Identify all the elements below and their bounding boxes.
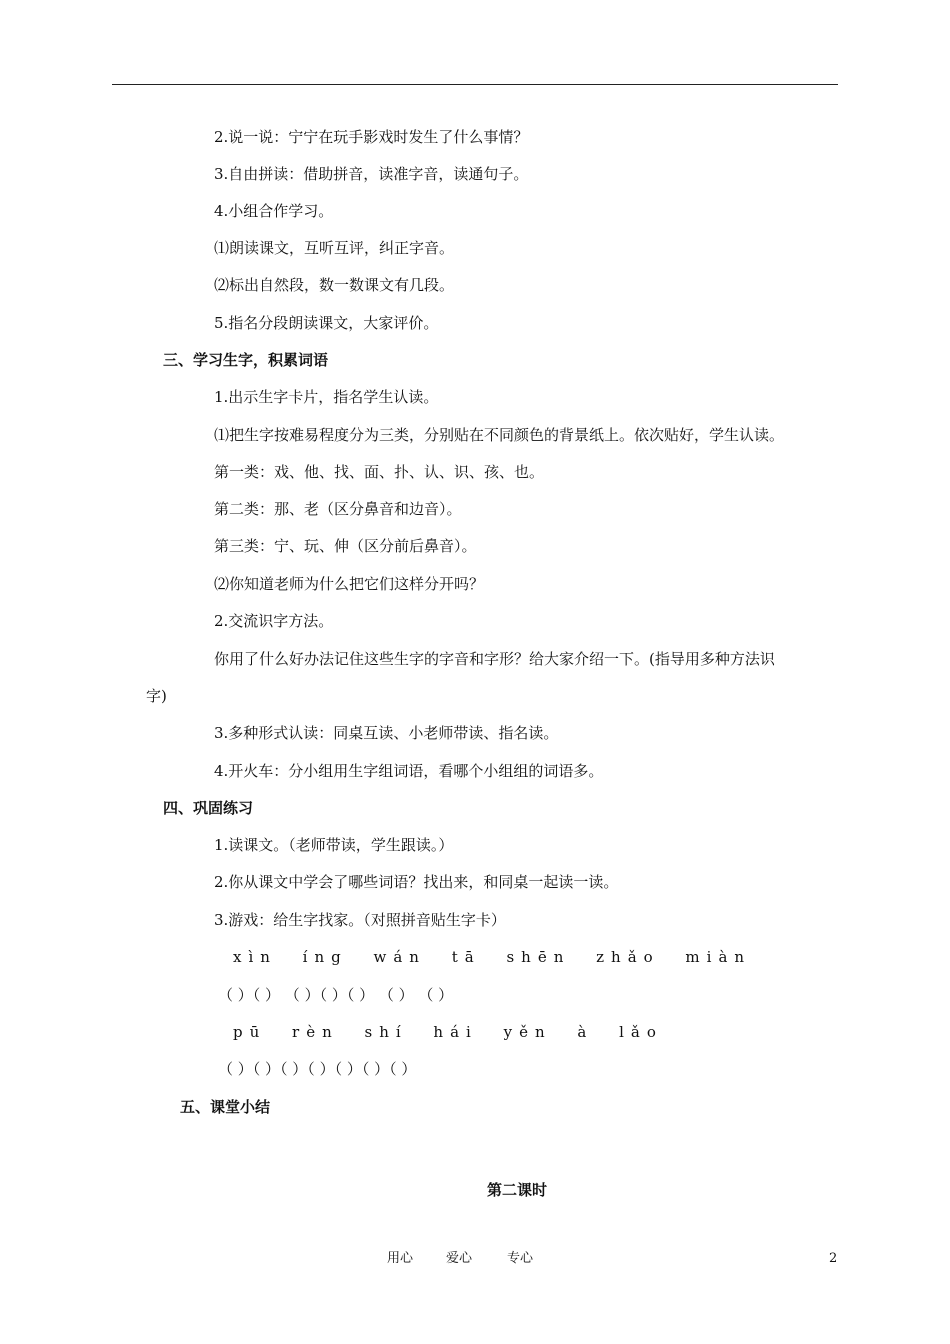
text-line: 第一类：戏、他、找、面、扑、认、识、孩、也。 bbox=[214, 463, 545, 481]
footer-motto: 爱心 bbox=[446, 1251, 473, 1266]
text-line: 1.出示生字卡片，指名学生认读。 bbox=[214, 388, 439, 406]
text-line: 第三类：宁、玩、伸（区分前后鼻音）。 bbox=[214, 537, 477, 555]
footer-motto: 专心 bbox=[507, 1251, 534, 1266]
lesson-title: 第二课时 bbox=[486, 1181, 547, 1199]
text-line: 3.自由拼读：借助拼音，读准字音，读通句子。 bbox=[214, 165, 529, 183]
bracket-row: （ ）（ ）（ ）（ ）（ ）（ ）（ ） bbox=[218, 1060, 417, 1078]
section-heading: 四、巩固练习 bbox=[163, 799, 254, 817]
bracket-row: （ ）（ ） （ ）（ ）（ ） （ ） （ ） bbox=[218, 986, 454, 1004]
text-line: ⑵你知道老师为什么把它们这样分开吗？ bbox=[214, 575, 485, 593]
text-line: 字) bbox=[146, 687, 167, 705]
text-line: 第二类：那、老（区分鼻音和边音）。 bbox=[214, 500, 462, 518]
text-line: ⑴朗读课文，互听互评，纠正字音。 bbox=[214, 239, 455, 257]
text-line: 2.你从课文中学会了哪些词语？找出来，和同桌一起读一读。 bbox=[214, 873, 619, 891]
section-heading: 五、课堂小结 bbox=[180, 1098, 271, 1116]
pinyin-row: pū rèn shí hái yěn à lǎo bbox=[233, 1023, 663, 1041]
text-line: 3.游戏：给生字找家。（对照拼音贴生字卡） bbox=[214, 911, 506, 929]
text-line: 2.交流识字方法。 bbox=[214, 612, 334, 630]
footer-motto: 用心 bbox=[387, 1251, 414, 1266]
text-line: 3.多种形式认读：同桌互读、小老师带读、指名读。 bbox=[214, 724, 559, 742]
header-rule bbox=[112, 84, 838, 85]
text-line: 你用了什么好办法记住这些生字的字音和字形？给大家介绍一下。(指导用多种方法识 bbox=[214, 650, 775, 668]
text-line: 4.开火车：分小组用生字组词语，看哪个小组组的词语多。 bbox=[214, 762, 604, 780]
text-line: ⑵标出自然段，数一数课文有几段。 bbox=[214, 276, 455, 294]
text-line: 5.指名分段朗读课文，大家评价。 bbox=[214, 314, 439, 332]
page-number: 2 bbox=[829, 1251, 838, 1266]
text-line: 2.说一说：宁宁在玩手影戏时发生了什么事情？ bbox=[214, 128, 529, 146]
section-heading: 三、学习生字，积累词语 bbox=[163, 351, 329, 369]
text-line: 4.小组合作学习。 bbox=[214, 202, 334, 220]
text-line: 1.读课文。（老师带读，学生跟读。） bbox=[214, 836, 454, 854]
pinyin-row: xìn íng wán tā shēn zhǎo miàn bbox=[233, 948, 752, 966]
text-line: ⑴把生字按难易程度分为三类，分别贴在不同颜色的背景纸上。依次贴好，学生认读。 bbox=[214, 426, 785, 444]
